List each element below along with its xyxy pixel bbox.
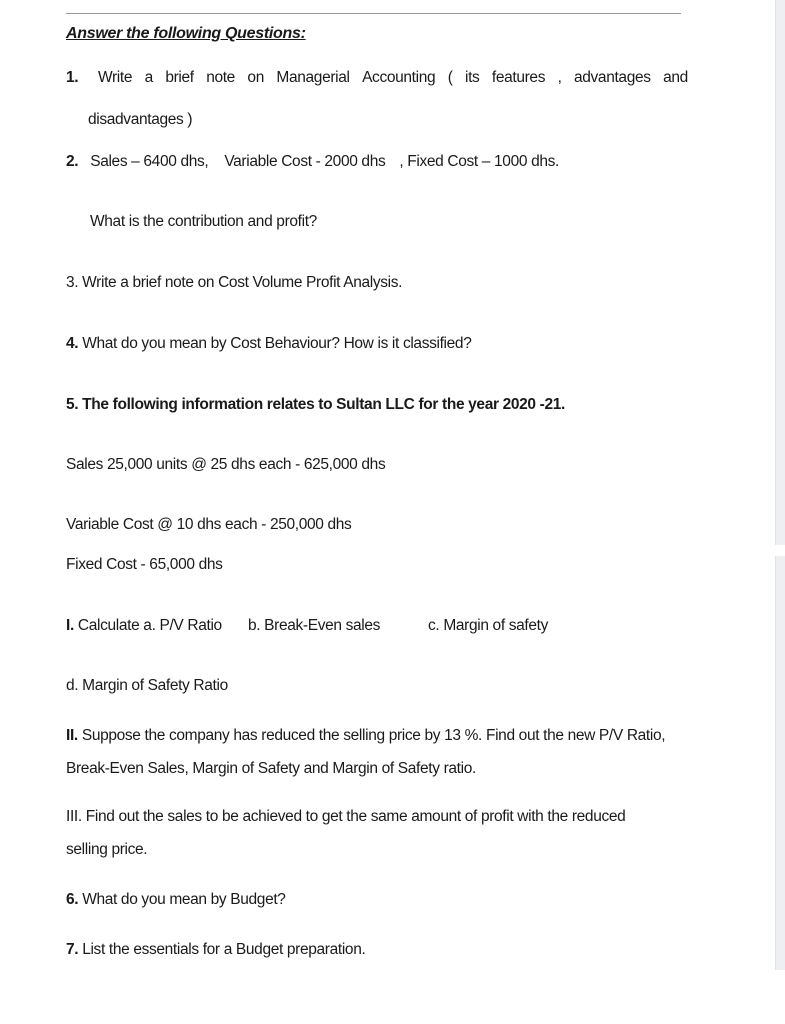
question-1-word: Managerial	[276, 69, 350, 86]
question-1-word: on	[247, 69, 264, 86]
question-7-text: List the essentials for a Budget preparation.	[78, 941, 366, 958]
question-5-part-3-line-2: selling price.	[66, 841, 148, 858]
question-5-part-2-line-2: Break-Even Sales, Margin of Safety and Margin of Safety ratio.	[66, 760, 476, 777]
question-1-word: its	[464, 69, 480, 86]
part-1-item-c: c. Margin of safety	[428, 617, 548, 634]
question-5-sales: Sales 25,000 units @ 25 dhs each - 625,000 dhs	[66, 456, 386, 473]
part-1-item-d: d. Margin of Safety Ratio	[66, 677, 228, 694]
question-4-text: What do you mean by Cost Behaviour? How is it classified?	[78, 335, 472, 352]
question-1-word: note	[206, 69, 235, 86]
question-1-word: Accounting	[362, 69, 436, 86]
question-1-word: advantages	[573, 69, 651, 86]
question-4	[66, 334, 471, 354]
question-7-number: 7.	[66, 941, 79, 958]
question-1-number: 1.	[66, 69, 79, 86]
question-2-number: 2.	[66, 153, 79, 170]
question-5-part-1	[66, 616, 222, 636]
page-edge-upper	[775, 0, 785, 545]
question-2-line-1	[66, 152, 559, 172]
question-2-ask: What is the contribution and profit?	[90, 213, 317, 230]
question-4-number: 4.	[66, 335, 79, 352]
question-1-word: (	[447, 69, 453, 86]
question-2-variable-cost: Variable Cost - 2000 dhs	[224, 153, 386, 170]
part-2-numeral: II.	[66, 727, 78, 744]
question-5-part-2-line-1	[66, 726, 665, 746]
question-1-word: brief	[165, 69, 194, 86]
question-1-word: ,	[557, 69, 562, 86]
question-7	[66, 940, 365, 960]
part-1-item-a: Calculate a. P/V Ratio	[73, 617, 222, 634]
question-5-part-3-line-1: III. Find out the sales to be achieved to get the same amount of profit with the reduced	[66, 808, 626, 825]
question-2-sales: Sales – 6400 dhs,	[90, 153, 209, 170]
question-1-word: features	[491, 69, 546, 86]
question-6-text: What do you mean by Budget?	[78, 891, 286, 908]
question-3: 3. Write a brief note on Cost Volume Profit Analysis.	[66, 274, 403, 291]
question-6-number: 6.	[66, 891, 79, 908]
part-1-item-b: b. Break-Even sales	[248, 617, 381, 634]
question-1-word: a	[144, 69, 153, 86]
question-5-variable-cost: Variable Cost @ 10 dhs each - 250,000 dhs	[66, 516, 352, 533]
question-5-fixed-cost: Fixed Cost - 65,000 dhs	[66, 556, 223, 573]
question-1-line-2: disadvantages )	[88, 111, 193, 128]
question-5-intro: 5. The following information relates to Sultan LLC for the year 2020 -21.	[66, 396, 565, 413]
question-6	[66, 890, 286, 910]
question-1-word: and	[663, 69, 688, 86]
question-2-fixed-cost: , Fixed Cost – 1000 dhs.	[399, 153, 559, 170]
page-heading: Answer the following Questions:	[66, 25, 306, 42]
question-1	[66, 68, 78, 88]
question-1-line-1	[98, 68, 688, 88]
part-2-text-1: Suppose the company has reduced the selling price by 13 %. Find out the new P/V Ratio,	[77, 727, 666, 744]
part-1-numeral: I.	[66, 617, 74, 634]
page-edge-lower	[775, 556, 785, 970]
question-1-word: Write	[98, 69, 133, 86]
top-divider	[66, 13, 681, 14]
